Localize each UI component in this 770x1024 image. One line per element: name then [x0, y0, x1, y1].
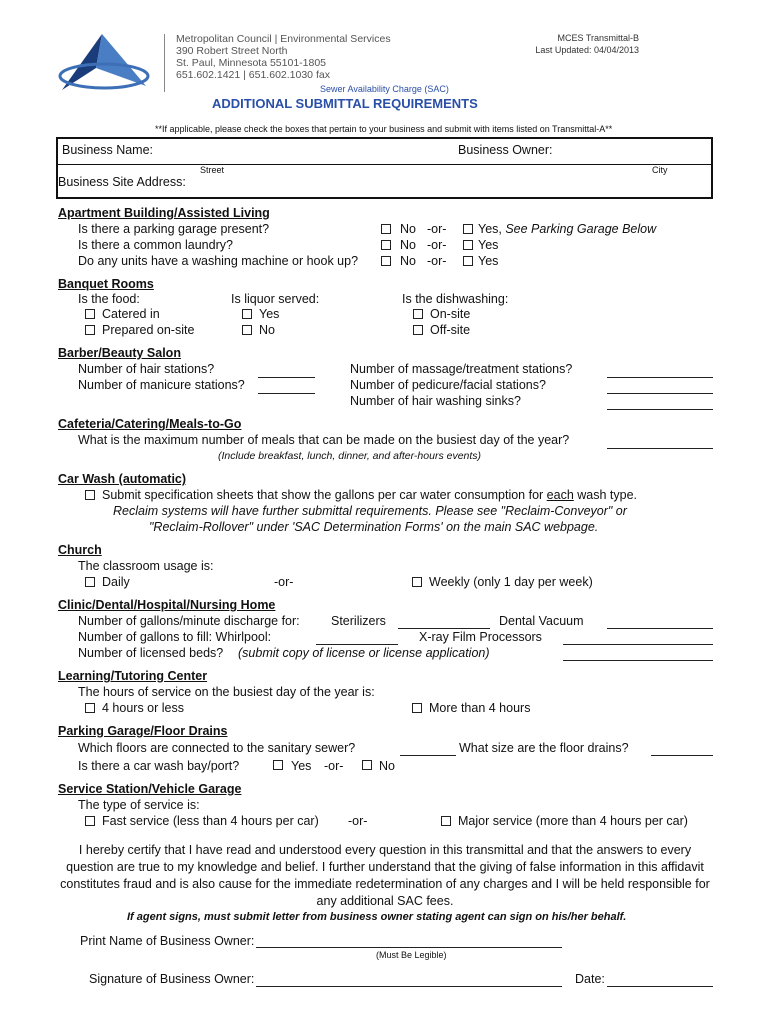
certify-line-2: question are true to my knowledge and belief. I further understand that the giving of false information in this affidavit — [66, 860, 704, 874]
carwash-spec-text: Submit specification sheets that show the gallons per car water consumption for each wash type. — [102, 488, 638, 502]
last-updated: Last Updated: 04/04/2013 — [535, 45, 639, 55]
meals-question: What is the maximum number of meals that can be made on the busiest day of the year? — [78, 433, 570, 447]
gallons-minute-label: Number of gallons/minute discharge for: — [78, 614, 300, 628]
met-council-logo — [56, 28, 156, 98]
parking-no-checkbox[interactable] — [381, 224, 391, 234]
carwash-reclaim-note-1: Reclaim systems will have further submittal requirements. Please see "Reclaim-Conveyor" or — [113, 504, 627, 518]
business-address-label: Business Site Address: — [58, 175, 186, 189]
certify-line-3: constitutes fraud and is also cause for the immediate redetermination of any charges and I will be held responsible for — [60, 877, 710, 891]
daily-checkbox[interactable] — [85, 577, 95, 587]
certify-line-1: I hereby certify that I have read and understood every question in this transmittal and that the answers to every — [78, 843, 692, 857]
offsite-checkbox[interactable] — [413, 325, 423, 335]
drain-size-field[interactable] — [651, 755, 713, 756]
floors-field[interactable] — [400, 755, 456, 756]
certify-line-4: any additional SAC fees. — [316, 894, 454, 908]
barber-heading: Barber/Beauty Salon — [58, 346, 181, 360]
signature-field[interactable] — [256, 986, 562, 987]
washer-yes-checkbox[interactable] — [463, 256, 473, 266]
sterilizers-field[interactable] — [398, 628, 490, 629]
org-address-1: 390 Robert Street North — [176, 45, 288, 57]
cafeteria-heading: Cafeteria/Catering/Meals-to-Go — [58, 417, 242, 431]
hair-sinks-field[interactable] — [607, 409, 713, 410]
business-owner-label: Business Owner: — [458, 143, 553, 157]
carwash-heading: Car Wash (automatic) — [58, 472, 187, 486]
fast-service-label: Fast service (less than 4 hours per car) — [102, 814, 319, 828]
drain-size-label: What size are the floor drains? — [459, 741, 629, 755]
floors-label: Which floors are connected to the sanitary sewer? — [78, 741, 356, 755]
org-phone: 651.602.1421 | 651.602.1030 fax — [176, 69, 330, 81]
dental-vacuum-label: Dental Vacuum — [499, 614, 584, 628]
carwash-reclaim-note-2: "Reclaim-Rollover" under 'SAC Determination Forms' on the main SAC webpage. — [149, 520, 599, 534]
parking-heading: Parking Garage/Floor Drains — [58, 724, 228, 738]
no-label: No — [400, 238, 416, 252]
onsite-checkbox[interactable] — [413, 309, 423, 319]
no-label: No — [400, 222, 416, 236]
hours-label: The hours of service on the busiest day of the year is: — [78, 685, 375, 699]
certification-text — [40, 842, 730, 910]
prepared-label: Prepared on-site — [102, 323, 195, 337]
whirlpool-field[interactable] — [316, 644, 398, 645]
manicure-stations-label: Number of manicure stations? — [78, 378, 245, 392]
banquet-heading: Banquet Rooms — [58, 277, 154, 291]
licensed-beds-note: (submit copy of license or license application) — [238, 646, 490, 660]
clinic-heading: Clinic/Dental/Hospital/Nursing Home — [58, 598, 276, 612]
daily-label: Daily — [102, 575, 130, 589]
catered-checkbox[interactable] — [85, 309, 95, 319]
meals-field[interactable] — [607, 448, 713, 449]
service-type-label: The type of service is: — [78, 798, 200, 812]
apartment-q-parking: Is there a parking garage present? — [78, 222, 270, 236]
liquor-no-label: No — [259, 323, 275, 337]
or-label: -or- — [274, 575, 294, 589]
xray-field[interactable] — [563, 644, 713, 645]
major-service-checkbox[interactable] — [441, 816, 451, 826]
church-heading: Church — [58, 543, 102, 557]
org-name: Metropolitan Council | Environmental Services — [176, 33, 391, 45]
laundry-yes-checkbox[interactable] — [463, 240, 473, 250]
xray-label: X-ray Film Processors — [419, 630, 542, 644]
apartment-q-washer: Do any units have a washing machine or hook up? — [78, 254, 359, 268]
header-divider — [164, 34, 165, 92]
weekly-label: Weekly (only 1 day per week) — [429, 575, 593, 589]
laundry-no-checkbox[interactable] — [381, 240, 391, 250]
print-name-field[interactable] — [256, 947, 562, 948]
more-4-hours-label: More than 4 hours — [429, 701, 531, 715]
no-label: No — [400, 254, 416, 268]
form-instruction: **If applicable, please check the boxes that pertain to your business and submit with items listed on Transmittal-A** — [155, 124, 613, 134]
washer-no-checkbox[interactable] — [381, 256, 391, 266]
yes-label: Yes, See Parking Garage Below — [478, 222, 657, 236]
food-label: Is the food: — [78, 292, 140, 306]
dishwashing-label: Is the dishwashing: — [402, 292, 509, 306]
yes-label: Yes — [291, 759, 312, 773]
weekly-checkbox[interactable] — [412, 577, 422, 587]
city-label: City — [652, 165, 668, 175]
classroom-label: The classroom usage is: — [78, 559, 214, 573]
liquor-yes-label: Yes — [259, 307, 280, 321]
or-label: -or- — [348, 814, 368, 828]
prepared-checkbox[interactable] — [85, 325, 95, 335]
dental-vacuum-field[interactable] — [607, 628, 713, 629]
hair-sinks-label: Number of hair washing sinks? — [350, 394, 521, 408]
offsite-label: Off-site — [430, 323, 471, 337]
org-address-2: St. Paul, Minnesota 55101-1805 — [176, 57, 327, 69]
form-subtitle: Sewer Availability Charge (SAC) — [320, 84, 449, 94]
form-id: MCES Transmittal-B — [557, 33, 639, 43]
pedicure-stations-field[interactable] — [607, 393, 713, 394]
sterilizers-label: Sterilizers — [331, 614, 386, 628]
gallons-fill-label: Number of gallons to fill: Whirlpool: — [78, 630, 272, 644]
hair-stations-label: Number of hair stations? — [78, 362, 215, 376]
carwash-bay-label: Is there a car wash bay/port? — [78, 759, 240, 773]
apartment-heading: Apartment Building/Assisted Living — [58, 206, 270, 220]
licensed-beds-field[interactable] — [563, 660, 713, 661]
more-4-hours-checkbox[interactable] — [412, 703, 422, 713]
agent-note: If agent signs, must submit letter from business owner stating agent can sign on his/her behalf. — [127, 911, 627, 923]
carwash-bay-yes-checkbox[interactable] — [273, 760, 283, 770]
onsite-label: On-site — [430, 307, 471, 321]
business-owner-field[interactable] — [560, 140, 708, 162]
liquor-label: Is liquor served: — [231, 292, 320, 306]
business-name-label: Business Name: — [62, 143, 154, 157]
manicure-stations-field[interactable] — [258, 393, 315, 394]
print-name-label: Print Name of Business Owner: — [80, 934, 255, 948]
street-label: Street — [200, 165, 225, 175]
or-label: -or- — [324, 759, 344, 773]
massage-stations-label: Number of massage/treatment stations? — [350, 362, 573, 376]
carwash-spec-checkbox[interactable] — [85, 490, 95, 500]
liquor-yes-checkbox[interactable] — [242, 309, 252, 319]
business-name-field[interactable] — [160, 140, 450, 162]
carwash-bay-no-checkbox[interactable] — [362, 760, 372, 770]
service-heading: Service Station/Vehicle Garage — [58, 782, 242, 796]
pedicure-stations-label: Number of pedicure/facial stations? — [350, 378, 546, 392]
legible-note: (Must Be Legible) — [376, 950, 447, 960]
major-service-label: Major service (more than 4 hours per car) — [458, 814, 688, 828]
yes-label: Yes — [478, 254, 499, 268]
signature-label: Signature of Business Owner: — [89, 972, 255, 986]
date-field[interactable] — [607, 986, 713, 987]
or-label: -or- — [427, 238, 447, 252]
fast-service-checkbox[interactable] — [85, 816, 95, 826]
form-title: ADDITIONAL SUBMITTAL REQUIREMENTS — [212, 96, 478, 111]
learning-heading: Learning/Tutoring Center — [58, 669, 208, 683]
or-label: -or- — [427, 254, 447, 268]
business-box-divider — [57, 164, 712, 165]
date-label: Date: — [575, 972, 605, 986]
no-label: No — [379, 759, 395, 773]
or-label: -or- — [427, 222, 447, 236]
less-4-hours-label: 4 hours or less — [102, 701, 184, 715]
parking-yes-checkbox[interactable] — [463, 224, 473, 234]
liquor-no-checkbox[interactable] — [242, 325, 252, 335]
apartment-q-laundry: Is there a common laundry? — [78, 238, 233, 252]
business-address-field[interactable] — [195, 174, 705, 194]
massage-stations-field[interactable] — [607, 377, 713, 378]
catered-label: Catered in — [102, 307, 160, 321]
meals-note: (Include breakfast, lunch, dinner, and after-hours events) — [218, 450, 482, 462]
licensed-beds-label: Number of licensed beds? — [78, 646, 224, 660]
hair-stations-field[interactable] — [258, 377, 315, 378]
yes-label: Yes — [478, 238, 499, 252]
less-4-hours-checkbox[interactable] — [85, 703, 95, 713]
